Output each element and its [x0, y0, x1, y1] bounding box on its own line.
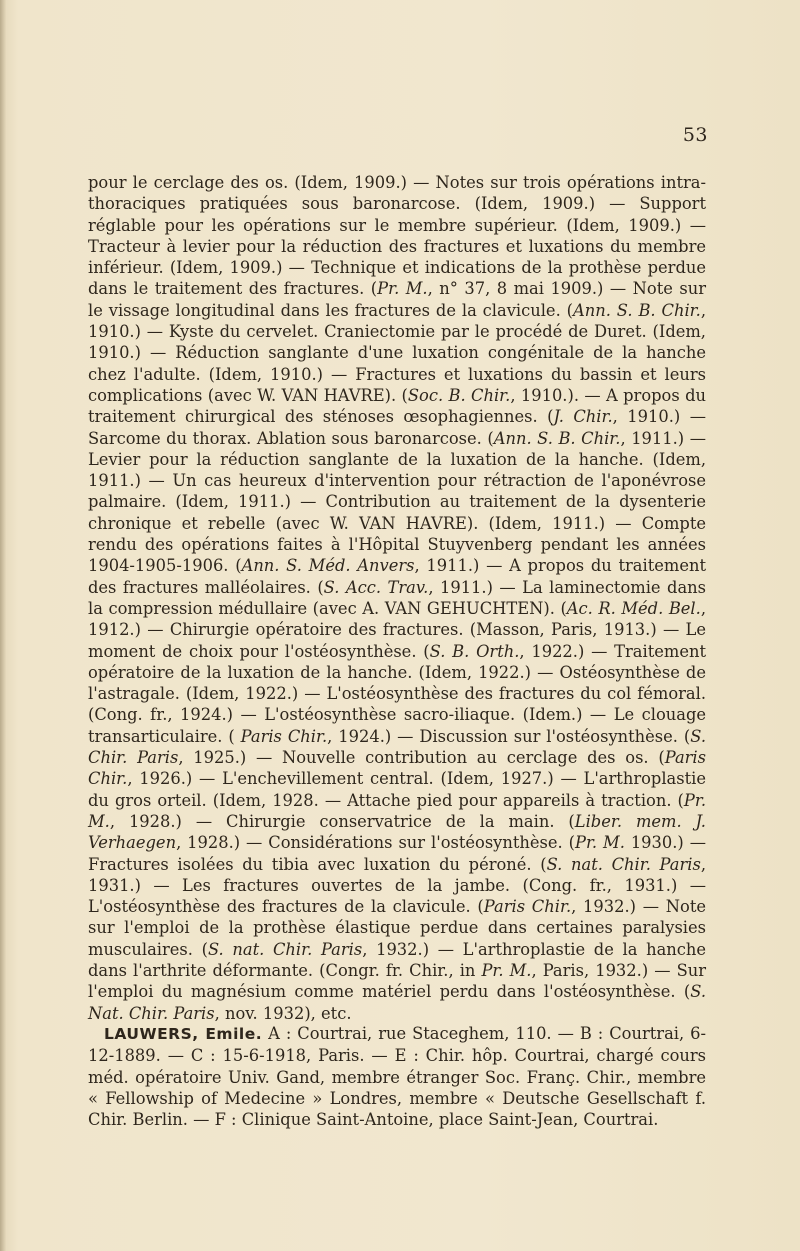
reference-text: 1930.) — Fractures isolées du tibia avec luxation du péroné. ( [88, 833, 706, 874]
journal-title: S. nat. Chir. Paris [546, 854, 701, 874]
reference-text: , 1910.). — A propos du traitement chirurgical des sténoses œsophagiennes. ( [88, 385, 706, 427]
journal-title: Ac. R. Méd. Bel. [566, 598, 701, 618]
journal-title: Liber. mem. J. Verhaegen [88, 811, 706, 853]
reference-text: , 1911.) — La laminectomie dans la compression médullaire (avec A. VAN GEHUCHTEN). ( [88, 577, 706, 618]
reference-text: , 1928.) — Considérations sur l'ostéosynthèse. ( [176, 833, 575, 853]
journal-title: Paris Chir. [240, 726, 328, 746]
bibliography-paragraph [88, 172, 706, 1024]
reference-text: , 1925.) — Nouvelle contribution au cerclage des os. ( [178, 748, 665, 768]
journal-title: J. Chir. [553, 407, 613, 427]
journal-title: Pr. M. [481, 960, 532, 980]
journal-title: S. Chir. Paris [88, 726, 706, 768]
journal-title: Ann. S. Méd. Anvers [241, 556, 415, 576]
reference-text: , nov. 1932), etc. [214, 1003, 352, 1023]
journal-title: S. Acc. Trav. [323, 577, 429, 597]
journal-title: S. B. Orth. [429, 641, 520, 661]
reference-text: , 1912.) — Chirurgie opératoire des fractures. (Masson, Paris, 1913.) — Le moment de choix pour l'ostéosynthèse. ( [88, 598, 706, 661]
reference-text: , 1926.) — L'enchevillement central. (Idem, 1927.) — L'arthroplastie du gros orteil. (Idem, 1928. — Attache pied pour appareils à traction. ( [88, 769, 706, 810]
journal-title: S. Nat. Chir. Paris [88, 982, 706, 1023]
reference-text: , Paris, 1932.) — Sur l'emploi du magnésium comme matériel perdu dans l'ostéosynthèse. ( [88, 960, 706, 1002]
journal-title: Pr. M. [88, 790, 706, 831]
reference-text: , 1910.) — Kyste du cervelet. Craniectomie par le procédé de Duret. (Idem, 1910.) — Réduction sanglante d'une luxation congénitale de la hanche chez l'adulte. (Idem, 1910.) — Fractures et luxations du bassin et leurs complications (avec W. VAN HAVRE). ( [88, 300, 707, 405]
journal-title: Pr. M. [574, 833, 625, 853]
journal-title: Pr. M. [377, 279, 428, 299]
journal-title: Soc. B. Chir. [407, 385, 511, 405]
reference-text: pour le cerclage des os. (Idem, 1909.) — Notes sur trois opérations intra-thoraciques pratiquées sous baronarcose. (Idem, 1909.) — Support réglable pour les opérations sur le membre supérieur. (Idem, 1909.) — Tracteur à levier pour la réduction des fractures et luxations du membre inférieur. (Idem, 1909.) — Technique et indications de la prothèse perdue dans le traitement des fractures. ( [88, 173, 706, 299]
reference-text: , 1928.) — Chirurgie conservatrice de la main. ( [109, 811, 575, 831]
reference-text: , 1924.) — Discussion sur l'ostéosynthèse. ( [327, 726, 691, 746]
journal-title: Paris Chir. [483, 897, 572, 917]
page-number: 53 [682, 124, 708, 146]
reference-text: , 1911.) — Levier pour la réduction sanglante de la luxation de la hanche. (Idem, 1911.) — Un cas heureux d'intervention pour rétraction de l'aponévrose palmaire. (Idem, 1911.) — Contribution au traitement de la dysenterie chronique et rebelle (avec W. VAN HAVRE). (Idem, 1911.) — Compte rendu des opérations faites à l'Hôpital Stuyvenberg pendant les années 1904-1905-1906. ( [88, 428, 706, 576]
biographical-entry [88, 1023, 706, 1130]
journal-title: Ann. S. B. Chir. [573, 300, 701, 320]
entry-body: A : Courtrai, rue Staceghem, 110. — B : Courtrai, 6-12-1889. — C : 15-6-1918, Paris. — E : Chir. hôp. Courtrai, chargé cours méd. opératoire Univ. Gand, membre étranger Soc. Franç. Chir., membre « Fellowship of Medecine » Londres, membre « Deutsche Gesellschaft f. Chir. Berlin. — F : Clinique Saint-Antoine, place Saint-Jean, Courtrai. [88, 1024, 706, 1130]
entry-name: LAUWERS, Emile. [104, 1025, 263, 1043]
journal-title: S. nat. Chir. Paris [207, 939, 363, 959]
reference-text: , 1910.) — Sarcome du thorax. Ablation sous baronarcose. ( [88, 407, 706, 448]
reference-text: , 1932.) — L'arthroplastie de la hanche dans l'arthrite déformante. (Congr. fr. Chir., in [88, 939, 707, 980]
reference-text: , n° 37, 8 mai 1909.) — Note sur le vissage longitudinal dans les fractures de la clavicule. ( [88, 279, 706, 320]
reference-text: , 1931.) — Les fractures ouvertes de la jambe. (Cong. fr., 1931.) — L'ostéosynthèse des fractures de la clavicule. ( [88, 854, 707, 917]
reference-text: , 1922.) — Traitement opératoire de la luxation de la hanche. (Idem, 1922.) — Ostéosynthèse de l'astragale. (Idem, 1922.) — L'ostéosynthèse des fractures du col fémoral. (Cong. fr., 1924.) — L'ostéosynthèse sacro-iliaque. (Idem.) — Le clouage transarticulaire. ( [88, 641, 706, 746]
reference-text: , 1911.) — A propos du traitement des fractures malléolaires. ( [88, 556, 706, 597]
page-binding-edge [0, 0, 6, 1251]
journal-title: Paris Chir. [88, 748, 706, 789]
reference-text: , 1932.) — Note sur l'emploi de la prothèse élastique perdue dans certaines paralysies musculaires. ( [88, 897, 707, 959]
journal-title: Ann. S. B. Chir. [493, 428, 621, 448]
